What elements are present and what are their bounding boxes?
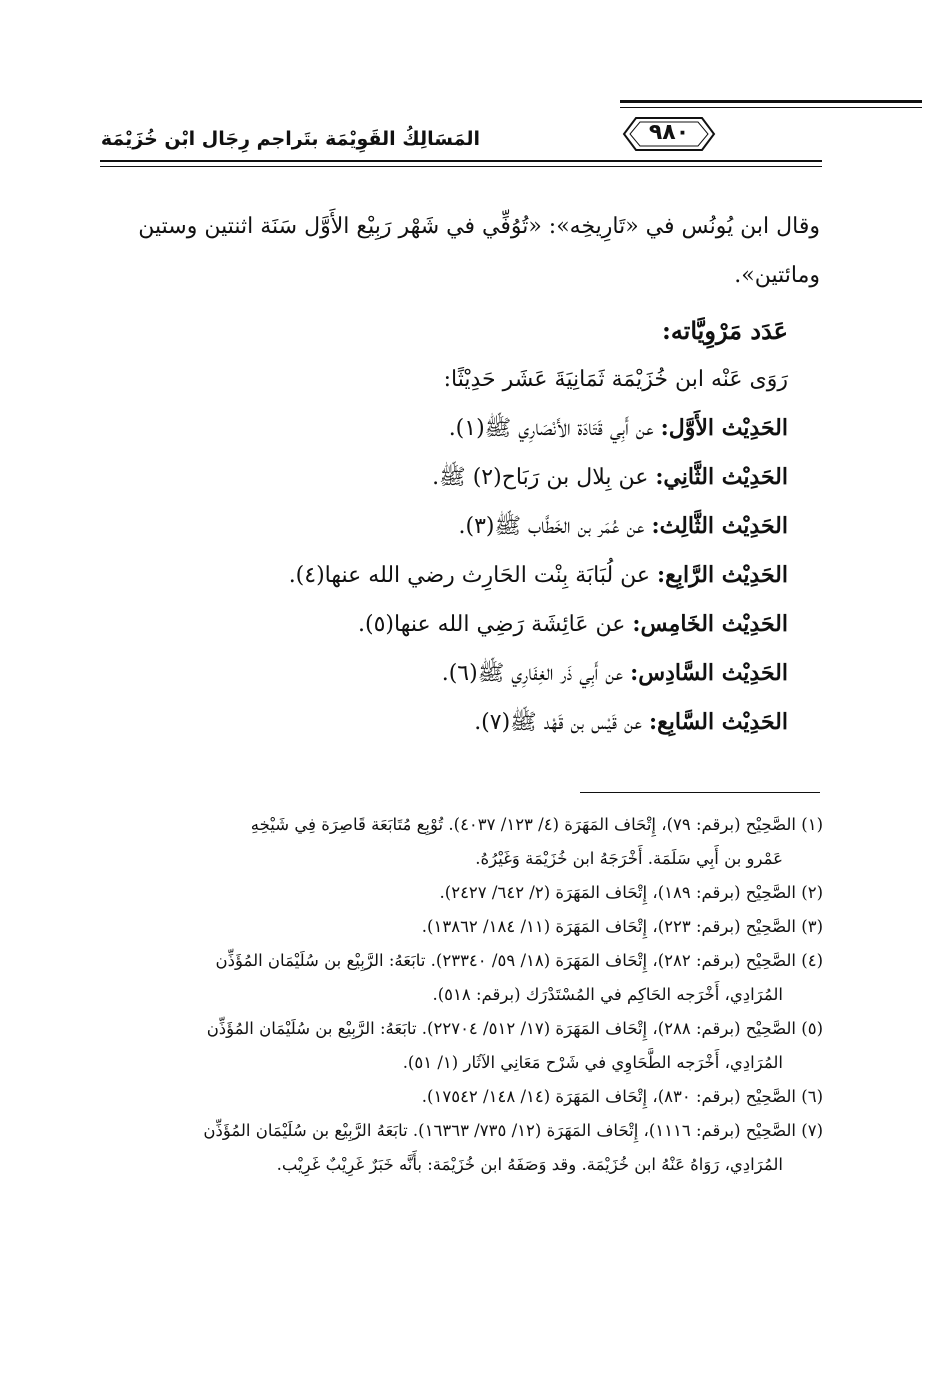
page-number-badge	[622, 116, 716, 152]
footnote-3: (٣) الصَّحِيْح (برقم: ٢٢٣)، إِتْحَاف المَهَرَة (١١/ ١٨٤/ ١٣٨٦٢).	[421, 917, 823, 936]
footnote-4: (٤) الصَّحِيْح (برقم: ٢٨٢)، إِتْحَاف المَهَرَة (١٨/ ٥٩/ ٢٣٣٤٠). تابَعَهُ: الرَّبِيْع بن سُلَيْمَان المُؤَذِّن	[215, 951, 823, 970]
hadith-label: الحَدِيْث الرَّابِع:	[657, 562, 788, 588]
running-title: المَسَالِكُ القَوِيْمَة بتَراجم رِجَال ابْن خُزَيْمَة	[100, 128, 480, 150]
page-header	[100, 100, 822, 186]
hadith-text: عن بِلال بن رَبَاح(٢) ﷺ.	[432, 465, 656, 490]
footnote-1-cont: عَمْرو بن أَبِي سَلَمَة. أَخْرَجَهُ ابن خُزَيْمَة وَغَيْرُهُ.	[475, 849, 783, 868]
hadith-1	[108, 404, 820, 453]
header-rule-bottom	[100, 160, 822, 162]
hadith-label: الحَدِيْث الأَوَّل:	[660, 415, 788, 441]
hadith-6	[108, 649, 820, 698]
hadith-2	[108, 453, 820, 502]
hadith-text: عن عَائِشَة رَضِي الله عنها(٥).	[358, 612, 633, 637]
footnote-separator	[580, 792, 820, 793]
intro-line-2: ومائتين».	[734, 263, 820, 288]
footnote-5: (٥) الصَّحِيْح (برقم: ٢٨٨)، إِتْحَاف المَهَرَة (١٧/ ٥١٢/ ٢٢٧٠٤). تابَعَهُ: الرَّبِيْع بن سُلَيْمَان المُؤَذِّن	[206, 1019, 823, 1038]
footnote-1: (١) الصَّحِيْح (برقم: ٧٩)، إِتْحَاف المَهَرَة (٤/ ١٢٣/ ٤٠٣٧). تُوْبِع مُتَابَعَة قَاصِرَة فِي شَيْخِهِ	[250, 815, 823, 834]
header-rule-top-thin	[620, 107, 922, 108]
hadith-7	[108, 698, 820, 747]
hadith-text: عن قَيْس بن قَهْد ﷺ(٧).	[474, 710, 649, 735]
footnote-4-cont: المُرَادِي، أَخْرَجه الحَاكِم في المُسْتَدْرَك (برقم: ٥١٨).	[432, 985, 783, 1004]
footnotes	[108, 808, 823, 1182]
header-rule-bottom-thin	[100, 166, 822, 167]
hadith-label: الحَدِيْث السَّادِس:	[630, 660, 788, 686]
hadith-label: الحَدِيْث السَّابِع:	[648, 709, 788, 735]
page-number: ٩٨٠	[648, 120, 690, 145]
hadith-5	[108, 600, 820, 649]
footnote-7-cont: المُرَادِي، رَوَاهُ عَنْهُ ابن خُزَيْمَة. وقد وَصَفَهُ ابن خُزَيْمَة: بأَنَّه خَبَرٌ غَرِيْبٌ غَرِيْب.	[276, 1155, 783, 1174]
header-rule-top	[620, 100, 922, 103]
hadith-text: عن لُبَابَة بِنْت الحَارِث رضي الله عنها(٤).	[288, 563, 658, 588]
footnote-2: (٢) الصَّحِيْح (برقم: ١٨٩)، إِتْحَاف المَهَرَة (٢/ ٦٤٢/ ٢٤٢٧).	[439, 883, 823, 902]
hadith-label: الحَدِيْث الخَامِس:	[632, 611, 788, 637]
hadith-text: عن أَبِي ذَر الغِفَارِي ﷺ(٦).	[441, 661, 631, 686]
intro-line-1: وقال ابن يُونُس في «تَارِيخِه»: «تُوُفِّي في شَهْر رَبِيْع الأَوَّل سَنَة اثنتين وستين	[138, 214, 820, 239]
hadith-label: الحَدِيْث الثَّالِث:	[651, 513, 788, 539]
section-heading: عَدَد مَرْوِيَّاته:	[661, 316, 788, 345]
hadith-label: الحَدِيْث الثَّانِي:	[655, 464, 788, 490]
footnote-5-cont: المُرَادِي، أَخْرَجه الطَّحَاوِي في شَرْح مَعَانِي الآثَار (١/ ٥١).	[402, 1053, 783, 1072]
hadith-text: عن أَبِي قَتَادَة الأَنْصَارِي ﷺ(١).	[448, 416, 661, 441]
hadith-text: عن عُمَر بن الخَطَّاب ﷺ(٣).	[458, 514, 652, 539]
section-intro: رَوَى عَنْه ابن خُزَيْمَة ثَمَانِيَةَ عَشَر حَدِيْثًا:	[443, 367, 788, 392]
main-text	[108, 202, 820, 747]
hadith-3	[108, 502, 820, 551]
hadith-4	[108, 551, 820, 600]
footnote-7: (٧) الصَّحِيْح (برقم: ١١١٦)، إِتْحَاف المَهَرَة (١٢/ ٧٣٥/ ١٦٣٦٣). تابَعَهُ الرَّبِيْع بن سُلَيْمَان المُؤَذِّن	[203, 1121, 823, 1140]
footnote-6: (٦) الصَّحِيْح (برقم: ٨٣٠)، إِتْحَاف المَهَرَة (١٤/ ١٤٨/ ١٧٥٤٢).	[421, 1087, 823, 1106]
